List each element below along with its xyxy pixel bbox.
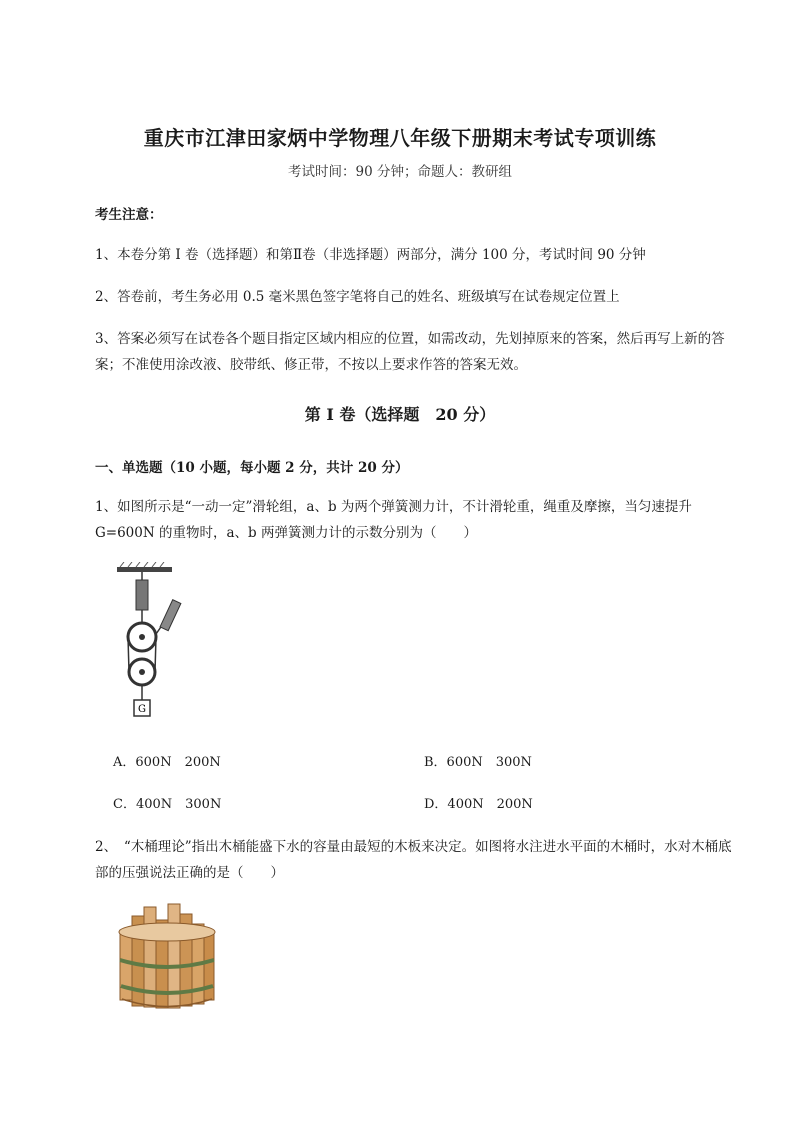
section-title: 第 I 卷（选择题 20 分） [304, 405, 496, 424]
ceiling-bar [117, 567, 172, 572]
pulley-figure [112, 562, 192, 722]
notice-item-2: 2、答卷前，考生务必用 0.5 毫米黑色签字笔将自己的姓名、班级填写在试卷规定位置上 [95, 289, 620, 305]
question-1-option-b: B．600N 300N [424, 755, 532, 770]
bucket-rim [119, 923, 215, 941]
spring-scale-b [160, 600, 181, 631]
bucket-figure [112, 902, 222, 1017]
question-1-option-c: C．400N 300N [113, 797, 222, 812]
question-1-option-d: D．400N 200N [424, 797, 533, 812]
pulley-diagram [112, 562, 192, 722]
weight-label: G [138, 704, 146, 715]
notice-item-1: 1、本卷分第 I 卷（选择题）和第Ⅱ卷（非选择题）两部分，满分 100 分，考试时间 90 分钟 [95, 247, 646, 263]
notice-item-3: 3、答案必须写在试卷各个题目指定区域内相应的位置，如需改动，先划掉原来的答案，然后再写上新的答案；不准使用涂改液、胶带纸、修正带，不按以上要求作答的答案无效。 [95, 331, 725, 373]
spring-scale-a [136, 580, 148, 610]
bucket-diagram [112, 902, 222, 1017]
page-subtitle: 考试时间：90 分钟；命题人：教研组 [288, 164, 512, 180]
question-1-text: 1、如图所示是“一动一定”滑轮组，a、b 为两个弹簧测力计，不计滑轮重，绳重及摩擦，当匀速提升 G=600N 的重物时，a、b 两弹簧测力计的示数分别为（ ） [95, 499, 692, 541]
page-title: 重庆市江津田家炳中学物理八年级下册期末考试专项训练 [143, 126, 657, 150]
question-2-text: 2、 “木桶理论”指出木桶能盛下水的容量由最短的木板来决定。如图将水注进水平面的木桶时，水对木桶底部的压强说法正确的是（ ） [95, 839, 732, 881]
part-title: 一、单选题（10 小题，每小题 2 分，共计 20 分） [95, 460, 409, 476]
question-1-option-a: A．600N 200N [113, 755, 221, 770]
notice-title: 考生注意： [95, 207, 163, 223]
ceiling-hatch [120, 562, 164, 567]
